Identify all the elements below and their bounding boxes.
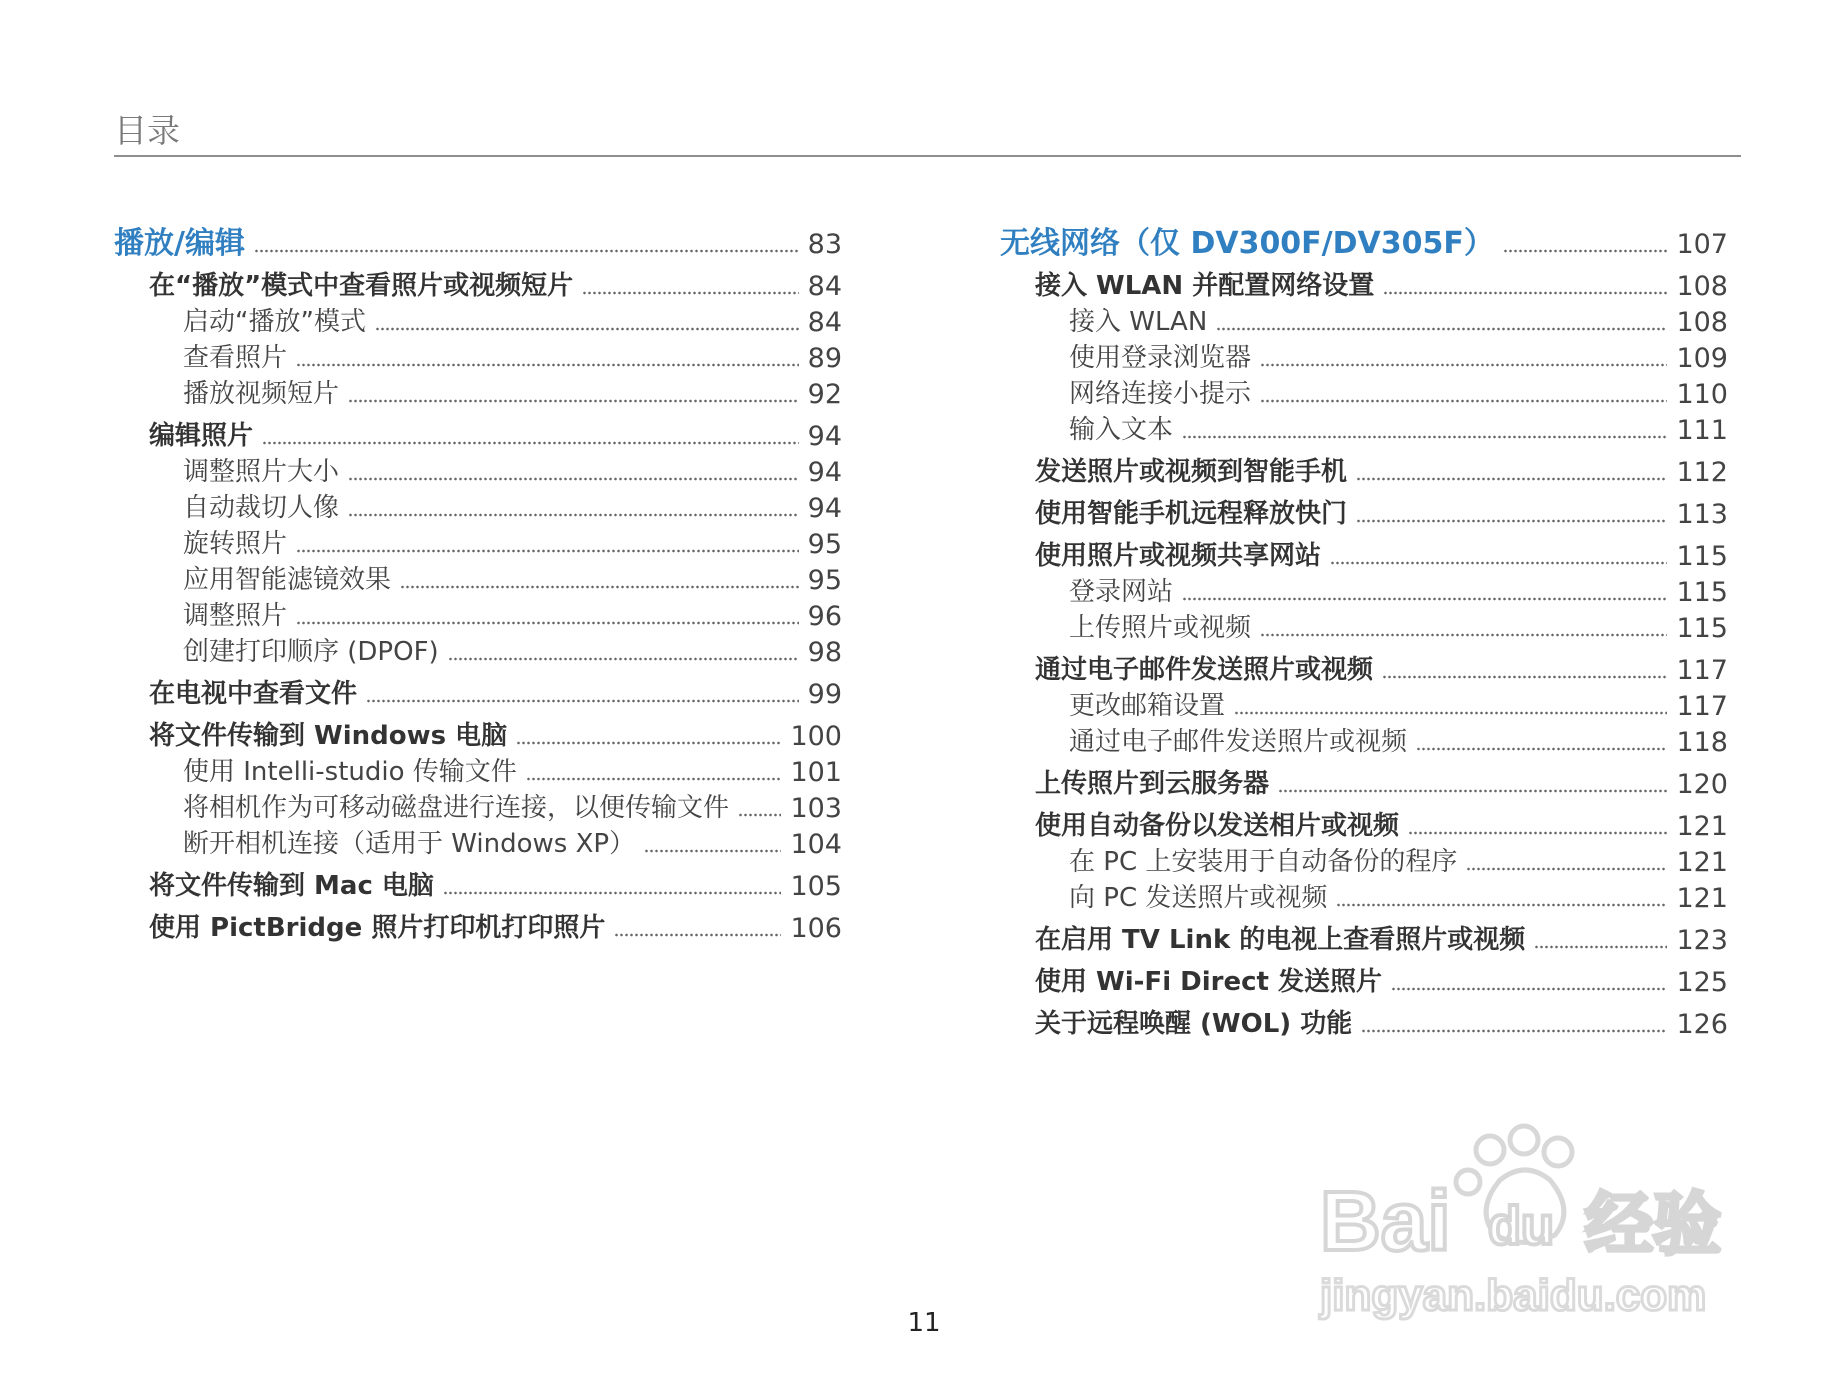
toc-dot-leader bbox=[443, 891, 782, 895]
toc-dot-leader bbox=[1356, 519, 1667, 523]
toc-entry[interactable] bbox=[1035, 960, 1728, 1004]
toc-entry-page: 117 bbox=[1676, 654, 1728, 686]
toc-entry[interactable] bbox=[1035, 762, 1728, 806]
toc-entry[interactable] bbox=[1035, 450, 1728, 494]
toc-entry[interactable] bbox=[1069, 408, 1728, 452]
toc-entry-page: 105 bbox=[790, 870, 842, 902]
toc-dot-leader bbox=[738, 813, 781, 817]
toc-entry[interactable] bbox=[149, 672, 842, 716]
toc-entry-page: 89 bbox=[807, 342, 842, 374]
toc-dot-leader bbox=[1503, 249, 1668, 253]
toc-entry-title: 上传照片到云服务器 bbox=[1035, 769, 1270, 799]
toc-entry-page: 121 bbox=[1676, 846, 1728, 878]
toc-dot-leader bbox=[400, 585, 799, 589]
toc-entry[interactable] bbox=[149, 906, 842, 950]
toc-dot-leader bbox=[1383, 291, 1667, 295]
toc-entry-page: 94 bbox=[807, 456, 842, 488]
toc-entry-page: 113 bbox=[1676, 498, 1728, 530]
toc-entry-title: 关于远程唤醒 (WOL) 功能 bbox=[1035, 1009, 1353, 1039]
toc-dot-leader bbox=[644, 849, 781, 853]
toc-entry-title: 登录网站 bbox=[1069, 577, 1174, 607]
toc-entry-page: 121 bbox=[1676, 882, 1728, 914]
page-number: 11 bbox=[907, 1308, 941, 1338]
toc-entry-title: 在“播放”模式中查看照片或视频短片 bbox=[149, 271, 574, 301]
toc-entry-page: 104 bbox=[790, 828, 842, 860]
toc-dot-leader bbox=[526, 777, 782, 781]
toc-entry-title: 无线网络（仅 DV300F/DV305F） bbox=[1000, 226, 1494, 261]
toc-dot-leader bbox=[348, 477, 799, 481]
toc-dot-leader bbox=[614, 933, 781, 937]
toc-entry-page: 108 bbox=[1676, 270, 1728, 302]
toc-entry-page: 107 bbox=[1676, 228, 1728, 260]
toc-dot-leader bbox=[366, 699, 799, 703]
toc-entry-page: 101 bbox=[790, 756, 842, 788]
toc-dot-leader bbox=[296, 621, 799, 625]
toc-entry[interactable] bbox=[183, 822, 842, 866]
toc-entry-title: 播放/编辑 bbox=[114, 226, 245, 261]
toc-entry-title: 使用登录浏览器 bbox=[1069, 343, 1252, 373]
toc-entry[interactable] bbox=[1000, 222, 1728, 266]
toc-dot-leader bbox=[516, 741, 781, 745]
toc-entry-page: 111 bbox=[1676, 414, 1728, 446]
toc-entry-title: 在 PC 上安装用于自动备份的程序 bbox=[1069, 847, 1458, 877]
toc-dot-leader bbox=[1278, 789, 1667, 793]
toc-entry-title: 更改邮箱设置 bbox=[1069, 691, 1226, 721]
toc-entry-page: 117 bbox=[1676, 690, 1728, 722]
toc-entry-title: 调整照片 bbox=[183, 601, 288, 631]
toc-entry-page: 84 bbox=[807, 270, 842, 302]
toc-dot-leader bbox=[375, 327, 799, 331]
toc-entry-title: 使用 Wi-Fi Direct 发送照片 bbox=[1035, 967, 1383, 997]
toc-dot-leader bbox=[1216, 327, 1667, 331]
toc-entry-page: 83 bbox=[807, 228, 842, 260]
toc-dot-leader bbox=[1416, 747, 1667, 751]
toc-dot-leader bbox=[1336, 903, 1667, 907]
toc-entry-title: 使用自动备份以发送相片或视频 bbox=[1035, 811, 1400, 841]
toc-entry-page: 96 bbox=[807, 600, 842, 632]
toc-dot-leader bbox=[1330, 561, 1667, 565]
toc-dot-leader bbox=[1182, 435, 1667, 439]
toc-dot-leader bbox=[448, 657, 799, 661]
baidu-watermark-logo bbox=[1310, 1120, 1750, 1330]
toc-entry-title: 启动“播放”模式 bbox=[183, 307, 366, 337]
toc-entry-page: 84 bbox=[807, 306, 842, 338]
toc-dot-leader bbox=[1408, 831, 1667, 835]
toc-entry-title: 发送照片或视频到智能手机 bbox=[1035, 457, 1348, 487]
toc-dot-leader bbox=[296, 363, 799, 367]
toc-entry-title: 创建打印顺序 (DPOF) bbox=[183, 637, 439, 667]
toc-entry-page: 120 bbox=[1676, 768, 1728, 800]
toc-entry[interactable] bbox=[114, 222, 842, 266]
toc-dot-leader bbox=[1534, 945, 1667, 949]
toc-entry-title: 编辑照片 bbox=[149, 421, 254, 451]
toc-entry-title: 使用 Intelli-studio 传输文件 bbox=[183, 757, 517, 787]
toc-entry-title: 接入 WLAN 并配置网络设置 bbox=[1035, 271, 1375, 301]
toc-entry-title: 上传照片或视频 bbox=[1069, 613, 1252, 643]
toc-entry[interactable] bbox=[149, 864, 842, 908]
toc-entry-title: 通过电子邮件发送照片或视频 bbox=[1035, 655, 1374, 685]
toc-entry-page: 99 bbox=[807, 678, 842, 710]
toc-entry-title: 旋转照片 bbox=[183, 529, 288, 559]
toc-dot-leader bbox=[1234, 711, 1667, 715]
toc-entry-title: 调整照片大小 bbox=[183, 457, 340, 487]
toc-entry-title: 使用照片或视频共享网站 bbox=[1035, 541, 1322, 571]
toc-dot-leader bbox=[1466, 867, 1667, 871]
title-divider bbox=[114, 155, 1741, 157]
toc-dot-leader bbox=[1260, 633, 1667, 637]
toc-entry-page: 98 bbox=[807, 636, 842, 668]
toc-entry[interactable] bbox=[183, 630, 842, 674]
toc-entry-page: 109 bbox=[1676, 342, 1728, 374]
toc-entry-page: 103 bbox=[790, 792, 842, 824]
toc-entry-title: 自动裁切人像 bbox=[183, 493, 340, 523]
toc-entry-page: 115 bbox=[1676, 612, 1728, 644]
toc-entry-page: 106 bbox=[790, 912, 842, 944]
toc-entry[interactable] bbox=[1069, 876, 1728, 920]
toc-entry-title: 输入文本 bbox=[1069, 415, 1174, 445]
toc-entry-page: 94 bbox=[807, 420, 842, 452]
svg-text:经验: 经验 bbox=[1585, 1186, 1722, 1265]
toc-dot-leader bbox=[262, 441, 799, 445]
toc-entry-title: 将文件传输到 Mac 电脑 bbox=[149, 871, 434, 901]
toc-entry-title: 使用智能手机远程释放快门 bbox=[1035, 499, 1348, 529]
toc-entry[interactable] bbox=[1069, 720, 1728, 764]
toc-entry-page: 115 bbox=[1676, 540, 1728, 572]
toc-entry[interactable] bbox=[183, 372, 842, 416]
toc-entry-page: 126 bbox=[1676, 1008, 1728, 1040]
toc-dot-leader bbox=[1260, 399, 1667, 403]
toc-entry[interactable] bbox=[1035, 918, 1728, 962]
toc-entry-title: 查看照片 bbox=[183, 343, 288, 373]
toc-dot-leader bbox=[348, 513, 799, 517]
toc-entry-page: 112 bbox=[1676, 456, 1728, 488]
toc-entry-page: 108 bbox=[1676, 306, 1728, 338]
svg-text:jingyan.baidu.com: jingyan.baidu.com bbox=[1320, 1271, 1707, 1320]
toc-entry-title: 在启用 TV Link 的电视上查看照片或视频 bbox=[1035, 925, 1526, 955]
toc-entry-page: 115 bbox=[1676, 576, 1728, 608]
toc-dot-leader bbox=[1382, 675, 1667, 679]
toc-dot-leader bbox=[296, 549, 799, 553]
toc-entry-title: 网络连接小提示 bbox=[1069, 379, 1252, 409]
toc-entry-page: 95 bbox=[807, 564, 842, 596]
toc-entry-page: 94 bbox=[807, 492, 842, 524]
toc-entry[interactable] bbox=[1069, 606, 1728, 650]
toc-entry-page: 95 bbox=[807, 528, 842, 560]
toc-dot-leader bbox=[1182, 597, 1667, 601]
toc-dot-leader bbox=[582, 291, 798, 295]
toc-entry-page: 121 bbox=[1676, 810, 1728, 842]
toc-dot-leader bbox=[1361, 1029, 1667, 1033]
toc-entry-title: 接入 WLAN bbox=[1069, 307, 1208, 337]
toc-entry[interactable] bbox=[1035, 1002, 1728, 1046]
svg-text:Bai: Bai bbox=[1320, 1174, 1451, 1268]
toc-entry-page: 118 bbox=[1676, 726, 1728, 758]
toc-entry-title: 将相机作为可移动磁盘进行连接，以便传输文件 bbox=[183, 793, 730, 823]
toc-entry-page: 110 bbox=[1676, 378, 1728, 410]
toc-entry-title: 播放视频短片 bbox=[183, 379, 340, 409]
page-title: 目录 bbox=[114, 111, 180, 150]
toc-dot-leader bbox=[1356, 477, 1667, 481]
toc-entry-title: 应用智能滤镜效果 bbox=[183, 565, 392, 595]
toc-entry[interactable] bbox=[1035, 492, 1728, 536]
toc-entry-page: 92 bbox=[807, 378, 842, 410]
toc-entry-page: 100 bbox=[790, 720, 842, 752]
toc-entry-title: 断开相机连接（适用于 Windows XP） bbox=[183, 829, 636, 859]
svg-text:du: du bbox=[1488, 1196, 1554, 1256]
toc-entry-title: 通过电子邮件发送照片或视频 bbox=[1069, 727, 1408, 757]
toc-dot-leader bbox=[1391, 987, 1667, 991]
toc-entry-page: 123 bbox=[1676, 924, 1728, 956]
toc-entry-page: 125 bbox=[1676, 966, 1728, 998]
toc-entry-title: 向 PC 发送照片或视频 bbox=[1069, 883, 1328, 913]
toc-dot-leader bbox=[1260, 363, 1667, 367]
toc-entry-title: 将文件传输到 Windows 电脑 bbox=[149, 721, 508, 751]
toc-entry-title: 在电视中查看文件 bbox=[149, 679, 358, 709]
toc-entry-title: 使用 PictBridge 照片打印机打印照片 bbox=[149, 913, 606, 943]
toc-dot-leader bbox=[348, 399, 799, 403]
toc-dot-leader bbox=[254, 249, 799, 253]
